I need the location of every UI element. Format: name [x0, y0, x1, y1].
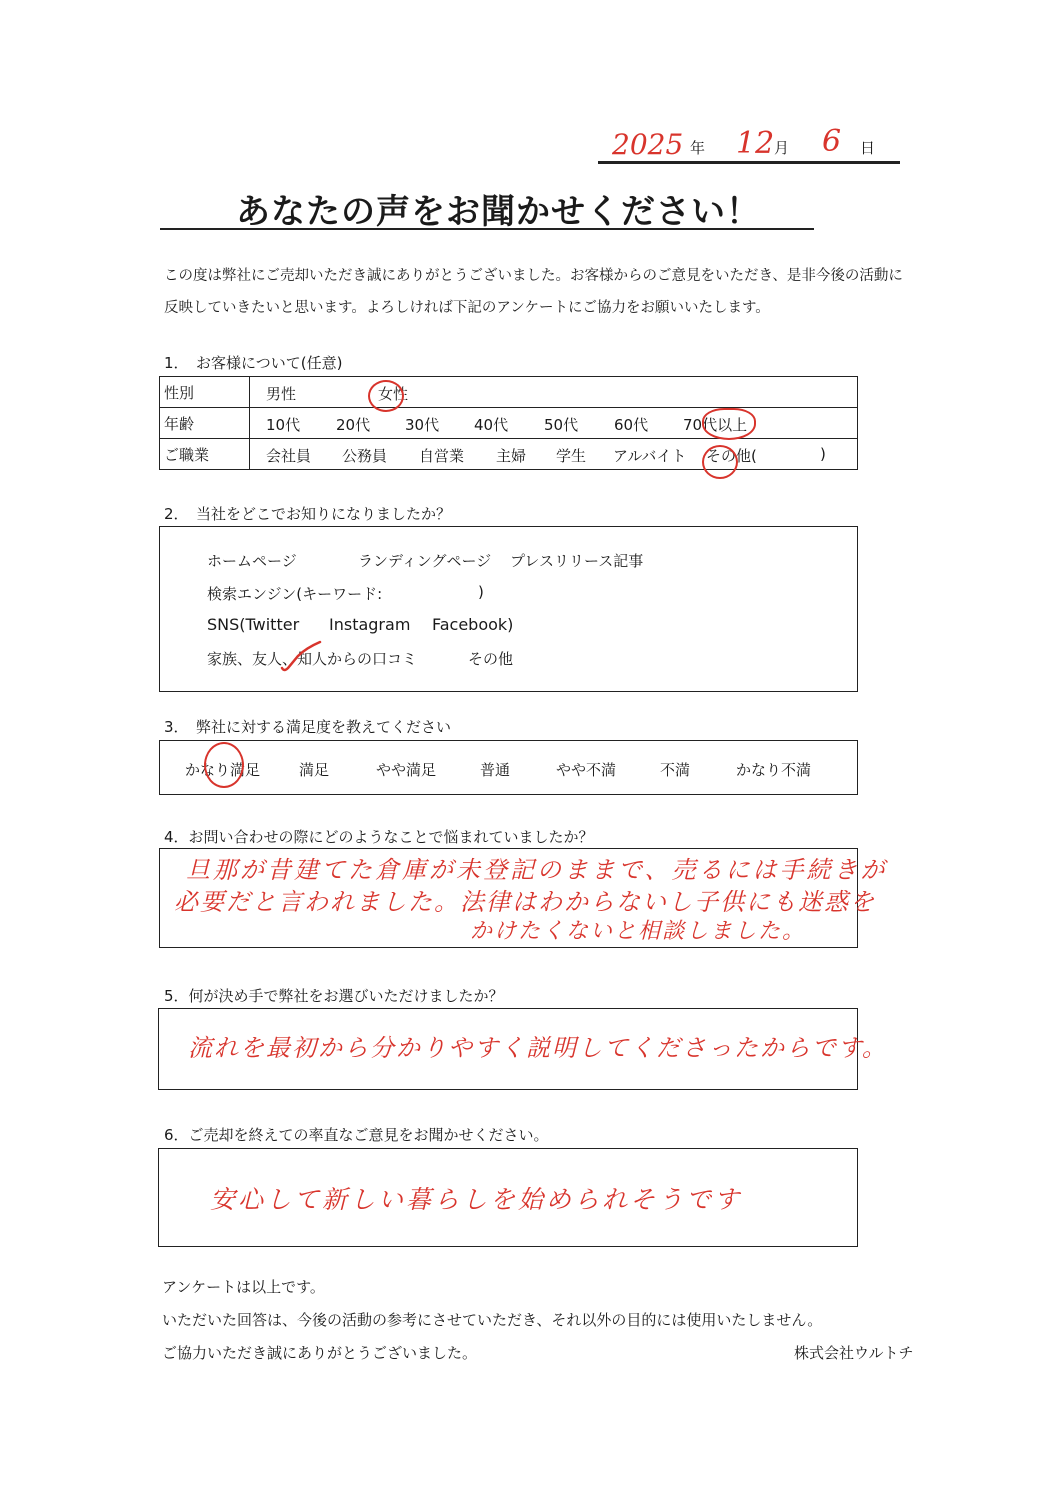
q1-opt-30s[interactable]: 30代	[405, 416, 440, 434]
q3-opt-neutral[interactable]: 普通	[480, 761, 511, 779]
q1-opt-60s[interactable]: 60代	[614, 416, 649, 434]
date-day-unit: 日	[860, 139, 876, 157]
footer-line-3: ご協力いただき誠にありがとうございました。	[162, 1344, 478, 1362]
q3-title: 3． 弊社に対する満足度を教えてください	[164, 718, 452, 736]
q2-mark-friend-check	[276, 638, 326, 674]
q2-opt-facebook[interactable]: Facebook)	[432, 615, 514, 634]
q4-answer-line-2: 必要だと言われました。法律はわからないし子供にも迷惑を	[174, 888, 876, 916]
intro-line-2: 反映していきたいと思います。よろしければ下記のアンケートにご協力をお願いいたします。	[164, 300, 770, 316]
q1-opt-other[interactable]: その他(	[706, 447, 757, 465]
q5-title: 5．何が決め手で弊社をお選びいただけましたか？	[164, 987, 504, 1005]
title-underline	[160, 228, 814, 230]
q5-answer: 流れを最初から分かりやすく説明してくださったからです。	[188, 1034, 888, 1062]
q2-opt-sns-twitter[interactable]: SNS(Twitter	[207, 615, 300, 634]
q2-search-close: )	[478, 583, 484, 601]
q3-opt-dissatisfied[interactable]: 不満	[660, 761, 691, 779]
q1-mark-70s-plus	[702, 408, 756, 440]
date-month: 12	[736, 126, 775, 161]
q2-opt-press-release[interactable]: プレスリリース記事	[510, 552, 644, 570]
q1-opt-70s-plus[interactable]: 70代以上	[683, 416, 748, 434]
q1-mark-other	[702, 445, 738, 479]
q2-opt-instagram[interactable]: Instagram	[329, 615, 411, 634]
company-name: 株式会社ウルトチ	[794, 1344, 914, 1362]
q1-opt-50s[interactable]: 50代	[544, 416, 579, 434]
q3-mark-very-satisfied	[204, 742, 244, 788]
date-month-unit: 月	[774, 139, 790, 157]
q1-opt-part-time[interactable]: アルバイト	[613, 447, 687, 465]
q1-opt-student[interactable]: 学生	[556, 447, 587, 465]
q1-label-gender: 性別	[160, 377, 250, 408]
q1-row-occupation	[160, 439, 858, 470]
q4-answer-line-1: 旦那が昔建てた倉庫が未登記のままで、売るには手続きが	[186, 856, 888, 884]
q2-opt-landing-page[interactable]: ランディングページ	[358, 552, 492, 570]
date-year: 2025	[612, 128, 684, 161]
q2-opt-homepage[interactable]: ホームページ	[207, 552, 297, 570]
q3-opt-somewhat-satisfied[interactable]: やや満足	[376, 761, 437, 779]
q1-label-age: 年齢	[160, 408, 250, 439]
q1-opt-20s[interactable]: 20代	[336, 416, 371, 434]
q1-mark-female	[368, 380, 404, 412]
q2-opt-word-of-mouth[interactable]: 家族、友人、知人からの口コミ	[207, 650, 418, 668]
q3-opt-very-dissatisfied[interactable]: かなり不満	[736, 761, 812, 779]
q1-opt-civil-servant[interactable]: 公務員	[342, 447, 388, 465]
q1-opt-homemaker[interactable]: 主婦	[496, 447, 527, 465]
q1-row-gender	[160, 377, 858, 408]
date-year-unit: 年	[690, 139, 706, 157]
q2-title: 2． 当社をどこでお知りになりましたか？	[164, 505, 452, 523]
q3-opt-somewhat-dissatisfied[interactable]: やや不満	[556, 761, 617, 779]
q1-label-occupation: ご職業	[160, 439, 250, 470]
q1-opt-40s[interactable]: 40代	[474, 416, 509, 434]
footer-line-2: いただいた回答は、今後の活動の参考にさせていただき、それ以外の目的には使用いたしません。	[162, 1311, 823, 1329]
date-underline	[598, 161, 900, 164]
q4-title: 4．お問い合わせの際にどのようなことで悩まれていましたか？	[164, 828, 594, 846]
footer-line-1: アンケートは以上です。	[162, 1278, 325, 1296]
q3-opt-satisfied[interactable]: 満足	[299, 761, 330, 779]
q1-opt-employee[interactable]: 会社員	[266, 447, 312, 465]
q6-title: 6．ご売却を終えての率直なご意見をお聞かせください。	[164, 1126, 549, 1144]
intro-line-1: この度は弊社にご売却いただき誠にありがとうございました。お客様からのご意見をいただき、是非今後の活動に	[164, 268, 903, 284]
q3-opt-very-satisfied[interactable]: かなり満足	[185, 761, 261, 779]
q1-opt-female[interactable]: 女性	[378, 385, 409, 403]
q6-answer: 安心して新しい暮らしを始められそうです	[210, 1185, 743, 1214]
q4-answer-line-3: かけたくないと相談しました。	[470, 919, 807, 944]
q2-opt-other[interactable]: その他	[468, 650, 514, 668]
q1-opt-male[interactable]: 男性	[266, 385, 297, 403]
page-title: あなたの声をお聞かせください！	[236, 192, 761, 232]
date-day: 6	[822, 124, 842, 159]
q1-opt-self-employed[interactable]: 自営業	[419, 447, 465, 465]
q1-opt-other-close: )	[820, 445, 826, 463]
q1-title: 1． お客様について(任意)	[164, 354, 343, 372]
q1-opt-10s[interactable]: 10代	[266, 416, 301, 434]
q2-opt-search-engine[interactable]: 検索エンジン(キーワード:	[207, 585, 383, 603]
